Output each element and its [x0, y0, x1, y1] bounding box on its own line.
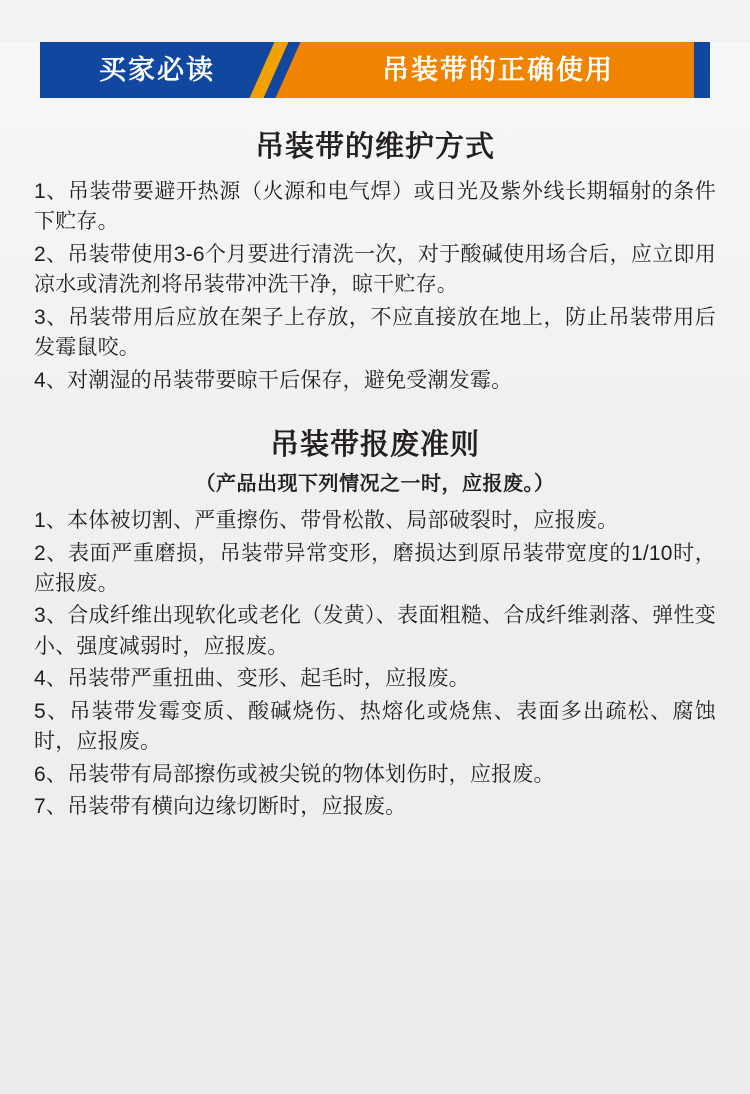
banner-right-block — [268, 42, 694, 98]
list-item: 1、本体被切割、严重擦伤、带骨松散、局部破裂时，应报废。 — [34, 509, 619, 533]
product-detail-page — [0, 42, 750, 1094]
maintenance-list — [22, 177, 728, 396]
list-item: 4、对潮湿的吊装带要晾干后保存，避免受潮发霉。 — [34, 368, 513, 392]
list-item: 6、吊装带有局部擦伤或被尖锐的物体划伤时，应报废。 — [34, 762, 555, 786]
list-item: 2、表面严重磨损，吊装带异常变形，磨损达到原吊装带宽度的1/10时，应报废。 — [34, 541, 716, 595]
content-area — [0, 124, 750, 822]
section-subtitle-scrap: （产品出现下列情况之一时，应报废。） — [195, 473, 555, 496]
list-item: 5、吊装带发霉变质、酸碱烧伤、热熔化或烧焦、表面多出疏松、腐蚀时，应报废。 — [34, 699, 716, 754]
section-title-maintenance: 吊装带的维护方式 — [254, 131, 495, 163]
banner-left-label: 买家必读 — [99, 54, 215, 85]
list-item: 3、吊装带用后应放在架子上存放，不应直接放在地上，防止吊装带用后发霉鼠咬。 — [34, 305, 716, 360]
banner-tail-block — [694, 42, 710, 98]
scrap-list — [22, 506, 728, 822]
section-title-scrap: 吊装带报废准则 — [269, 429, 480, 462]
banner-right-label: 吊装带的正确使用 — [382, 54, 614, 85]
list-item: 3、合成纤维出现软化或老化（发黄）、表面粗糙、合成纤维剥落、弹性变小、强度减弱时，应报废。 — [34, 604, 716, 658]
list-item: 7、吊装带有横向边缘切断时，应报废。 — [34, 795, 407, 818]
list-item: 2、吊装带使用3-6个月要进行清洗一次，对于酸碱使用场合后，应立即用凉水或清洗剂将吊装带冲洗干净，晾干贮存。 — [34, 242, 716, 297]
list-item: 4、吊装带严重扭曲、变形、起毛时，应报废。 — [34, 667, 470, 691]
header-banner — [40, 42, 710, 98]
list-item: 1、吊装带要避开热源（火源和电气焊）或日光及紫外线长期辐射的条件下贮存。 — [34, 180, 716, 234]
